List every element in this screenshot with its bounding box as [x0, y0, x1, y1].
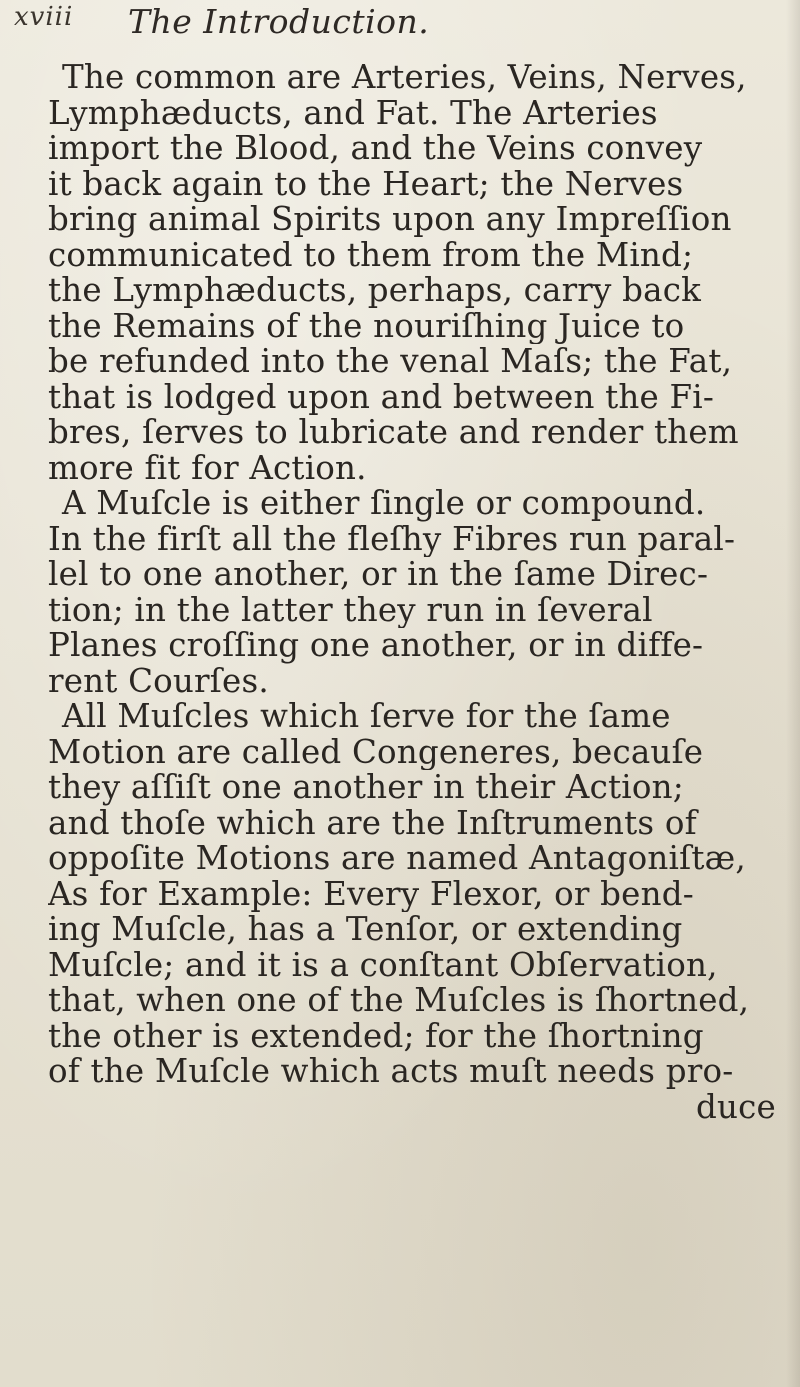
page-number: xviii — [14, 2, 74, 32]
text-line: bres, ſerves to lubricate and render them — [48, 415, 739, 451]
text-line: import the Blood, and the Veins convey — [48, 131, 703, 167]
page-edge-shadow — [786, 0, 800, 1387]
text-line: oppoſite Motions are named Antagoniſtæ, — [48, 841, 746, 877]
text-line: Planes croſſing one another, or in diffe- — [48, 628, 704, 664]
body-text — [48, 60, 794, 1125]
text-line: more fit for Action. — [48, 450, 367, 486]
catchword: duce — [696, 1089, 776, 1125]
text-line: In the firſt all the fleſhy Fibres run paral- — [48, 521, 736, 557]
text-line: they aſſiſt one another in their Action; — [48, 770, 684, 806]
text-line: that, when one of the Muſcles is ſhortned, — [48, 983, 750, 1019]
text-line: be refunded into the venal Maſs; the Fat, — [48, 344, 733, 380]
text-line: lel to one another, or in the ſame Direc- — [48, 557, 709, 593]
text-line: of the Muſcle which acts muſt needs pro- — [48, 1054, 734, 1090]
text-line: Motion are called Congeneres, becauſe — [48, 734, 704, 770]
running-head: The Introduction. — [128, 2, 430, 41]
text-line: communicated to them from the Mind; — [48, 237, 694, 273]
text-line: tion; in the latter they run in ſeveral — [48, 592, 653, 628]
text-line: All Muſcles which ſerve for the ſame — [62, 699, 671, 735]
text-line: ing Muſcle, has a Tenſor, or extending — [48, 912, 683, 948]
text-line: the Lymphæducts, perhaps, carry back — [48, 273, 702, 309]
text-line: Lymphæducts, and Fat. The Arteries — [48, 95, 658, 131]
text-line: bring animal Spirits upon any Impreſſion — [48, 202, 732, 238]
text-line: the Remains of the nouriſhing Juice to — [48, 308, 685, 344]
text-line: the other is extended; for the ſhortning — [48, 1018, 704, 1054]
text-line: rent Courſes. — [48, 663, 269, 699]
text-line: and thoſe which are the Inſtruments of — [48, 805, 697, 841]
text-line: that is lodged upon and between the Fi- — [48, 379, 715, 415]
text-line: As for Example: Every Flexor, or bend- — [48, 876, 694, 912]
text-line: Muſcle; and it is a conſtant Obſervation, — [48, 947, 718, 983]
text-line: it back again to the Heart; the Nerves — [48, 166, 684, 202]
text-line: The common are Arteries, Veins, Nerves, — [62, 60, 747, 96]
text-line: A Muſcle is either ſingle or compound. — [62, 486, 706, 522]
